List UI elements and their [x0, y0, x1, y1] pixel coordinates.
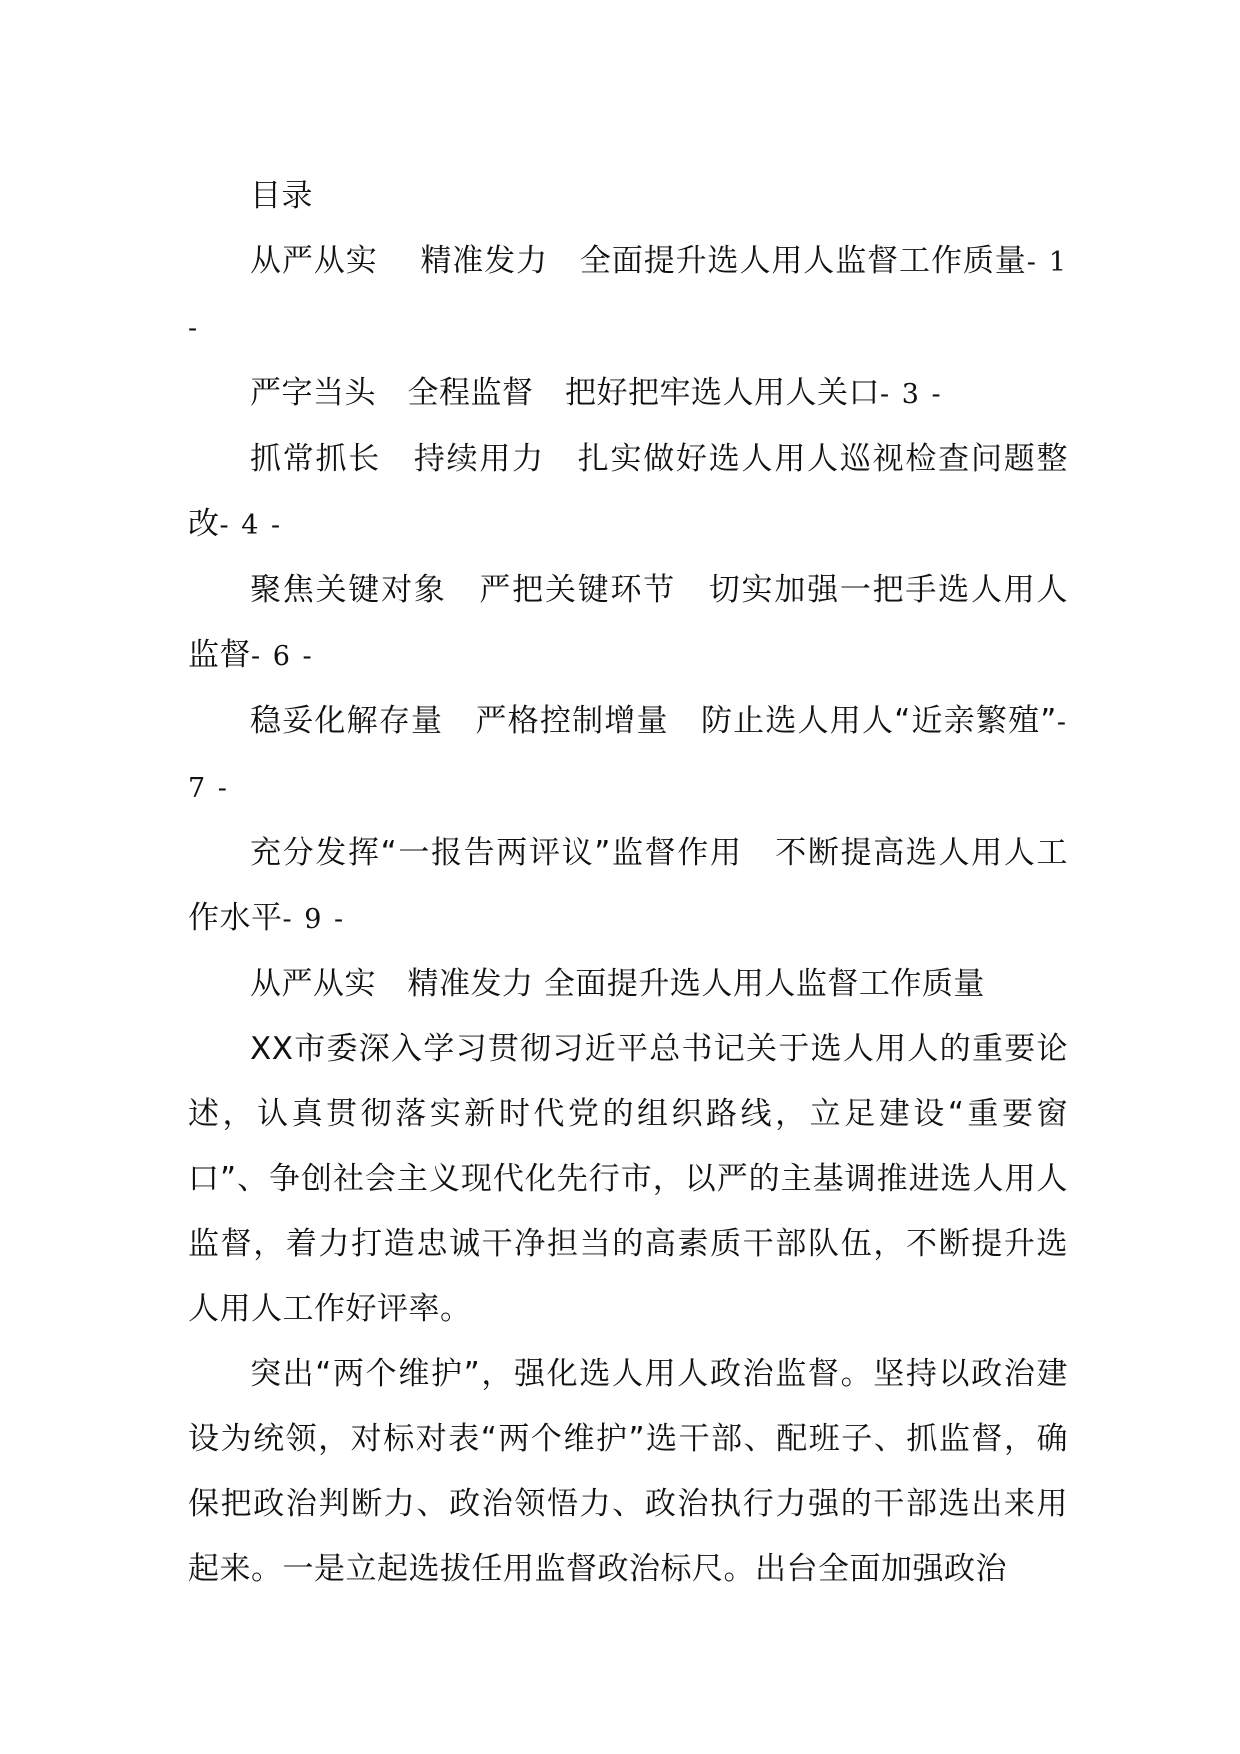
- toc-entry-title: 抓常抓长 持续用力 扎实做好选人用人巡视检查问题整改: [188, 441, 1068, 542]
- article-title: 从严从实 精准发力 全面提升选人用人监督工作质量: [250, 966, 985, 1002]
- toc-entry-page: - 1 -: [188, 247, 1079, 344]
- toc-heading: 目录: [250, 178, 313, 214]
- toc-entry-title: 从严从实 精准发力 全面提升选人用人监督工作质量: [250, 243, 1027, 279]
- body-paragraph: 突出“两个维护”，强化选人用人政治监督。坚持以政治建设为统领，对标对表“两个维护”选干部、配班子、抓监督，确保把政治判断力、政治领悟力、政治执行力强的干部选出来用起来。一是立起选拔任用监督政治标尺。出台全面加强政治: [188, 1356, 1068, 1587]
- toc-entry-page: - 6 -: [251, 641, 314, 672]
- toc-entry: [188, 427, 1068, 558]
- body-paragraph: XX市委深入学习贯彻习近平总书记关于选人用人的重要论述，认真贯彻落实新时代党的组织路线，立足建设“重要窗口”、争创社会主义现代化先行市，以严的主基调推进选人用人监督，着力打造忠诚干净担当的高素质干部队伍，不断提升选人用人工作好评率。: [188, 1031, 1068, 1327]
- toc-entry: [188, 558, 1068, 689]
- toc-entry-page: - 3 -: [880, 379, 943, 410]
- toc-entry-title: 充分发挥“一报告两评议”监督作用 不断提高选人用人工作水平: [188, 835, 1068, 936]
- toc-entry: [188, 689, 1079, 821]
- toc-entry-page: - 7 -: [188, 707, 1079, 804]
- document-body: [188, 164, 1079, 1602]
- toc-entry: [188, 821, 1068, 952]
- toc-entry-title: 严字当头 全程监督 把好把牢选人用人关口: [250, 375, 880, 411]
- toc-entry-title: 聚焦关键对象 严把关键环节 切实加强一把手选人用人监督: [188, 572, 1068, 673]
- table-of-contents: [188, 229, 1079, 952]
- toc-entry-page: - 9 -: [282, 904, 346, 935]
- toc-entry: [188, 361, 1068, 427]
- toc-entry-page: - 4 -: [219, 510, 283, 541]
- toc-entry-title: 稳妥化解存量 严格控制增量 防止选人用人“近亲繁殖”: [250, 703, 1057, 739]
- toc-entry: [188, 229, 1079, 361]
